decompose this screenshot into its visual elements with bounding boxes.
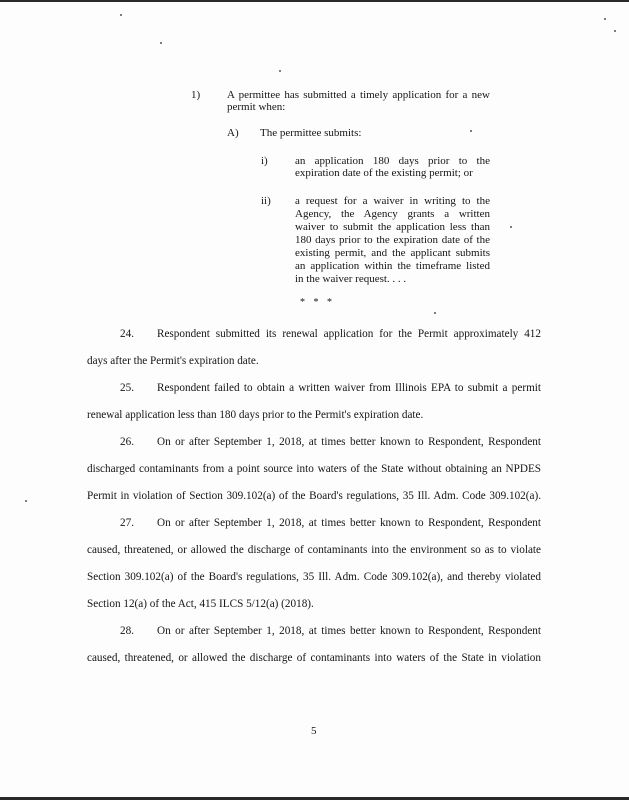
quote-item-ii-line: in the waiver request. . . . (295, 273, 407, 285)
paragraph-line: On or after September 1, 2018, at times better known to Respondent, Respondent (157, 436, 541, 448)
scan-border-top (0, 0, 629, 2)
page-number: 5 (311, 725, 317, 737)
scan-speck (510, 226, 512, 228)
paragraph-line: days after the Permit's expiration date. (87, 355, 259, 367)
quote-item-i-line: expiration date of the existing permit; or (295, 167, 473, 179)
paragraph-line: Section 12(a) of the Act, 415 ILCS 5/12(a) (2018). (87, 598, 314, 610)
quote-item-ii-line: Agency, the Agency grants a written (295, 208, 490, 220)
quote-item-1-line: A permittee has submitted a timely application for a new (227, 89, 490, 101)
paragraph-line: Respondent failed to obtain a written waiver from Illinois EPA to submit a permit (157, 382, 541, 394)
quote-item-ii-line: a request for a waiver in writing to the (295, 195, 490, 207)
paragraph-line: caused, threatened, or allowed the discharge of contaminants into waters of the State in violation (87, 652, 541, 664)
scan-speck (614, 30, 616, 32)
quote-item-a-marker: A) (227, 127, 239, 139)
paragraph-line: renewal application less than 180 days prior to the Permit's expiration date. (87, 409, 424, 421)
scan-speck (279, 70, 281, 72)
paragraph-line: discharged contaminants from a point source into waters of the State without obtaining an NPDES (87, 463, 541, 475)
paragraph-number: 26. (120, 436, 134, 448)
paragraph-line: On or after September 1, 2018, at times better known to Respondent, Respondent (157, 517, 541, 529)
paragraph-number: 25. (120, 382, 134, 394)
scan-speck (160, 42, 162, 44)
ellipsis-stars: * * * (300, 297, 335, 308)
quote-item-ii-line: existing permit, and the applicant submits (295, 247, 490, 259)
scan-speck (470, 130, 472, 132)
quote-item-1-marker: 1) (191, 89, 201, 101)
paragraph-number: 24. (120, 328, 134, 340)
paragraph-line: Respondent submitted its renewal application for the Permit approximately 412 (157, 328, 541, 340)
paragraph-number: 27. (120, 517, 134, 529)
paragraph-number: 28. (120, 625, 134, 637)
paragraph-line: Section 309.102(a) of the Board's regulations, 35 Ill. Adm. Code 309.102(a), and thereby violated (87, 571, 541, 583)
quote-item-i-line: an application 180 days prior to the (295, 155, 490, 167)
quote-item-ii-marker: ii) (261, 195, 271, 207)
scan-speck (120, 14, 122, 16)
quote-item-ii-line: 180 days prior to the expiration date of the (295, 234, 490, 246)
quote-item-ii-line: waiver to submit the application less than (295, 221, 490, 233)
quote-item-1-line: permit when: (227, 101, 286, 113)
paragraph-line: Permit in violation of Section 309.102(a) of the Board's regulations, 35 Ill. Adm. Code 309.102(a). (87, 490, 541, 502)
quote-item-a-line: The permittee submits: (260, 127, 362, 139)
quote-item-ii-line: an application within the timeframe listed (295, 260, 490, 272)
quote-item-i-marker: i) (261, 155, 268, 167)
scan-speck (434, 312, 436, 314)
scan-speck (25, 500, 27, 502)
paragraph-line: On or after September 1, 2018, at times better known to Respondent, Respondent (157, 625, 541, 637)
scan-speck (604, 18, 606, 20)
paragraph-line: caused, threatened, or allowed the discharge of contaminants into the environment so as to violate (87, 544, 541, 556)
